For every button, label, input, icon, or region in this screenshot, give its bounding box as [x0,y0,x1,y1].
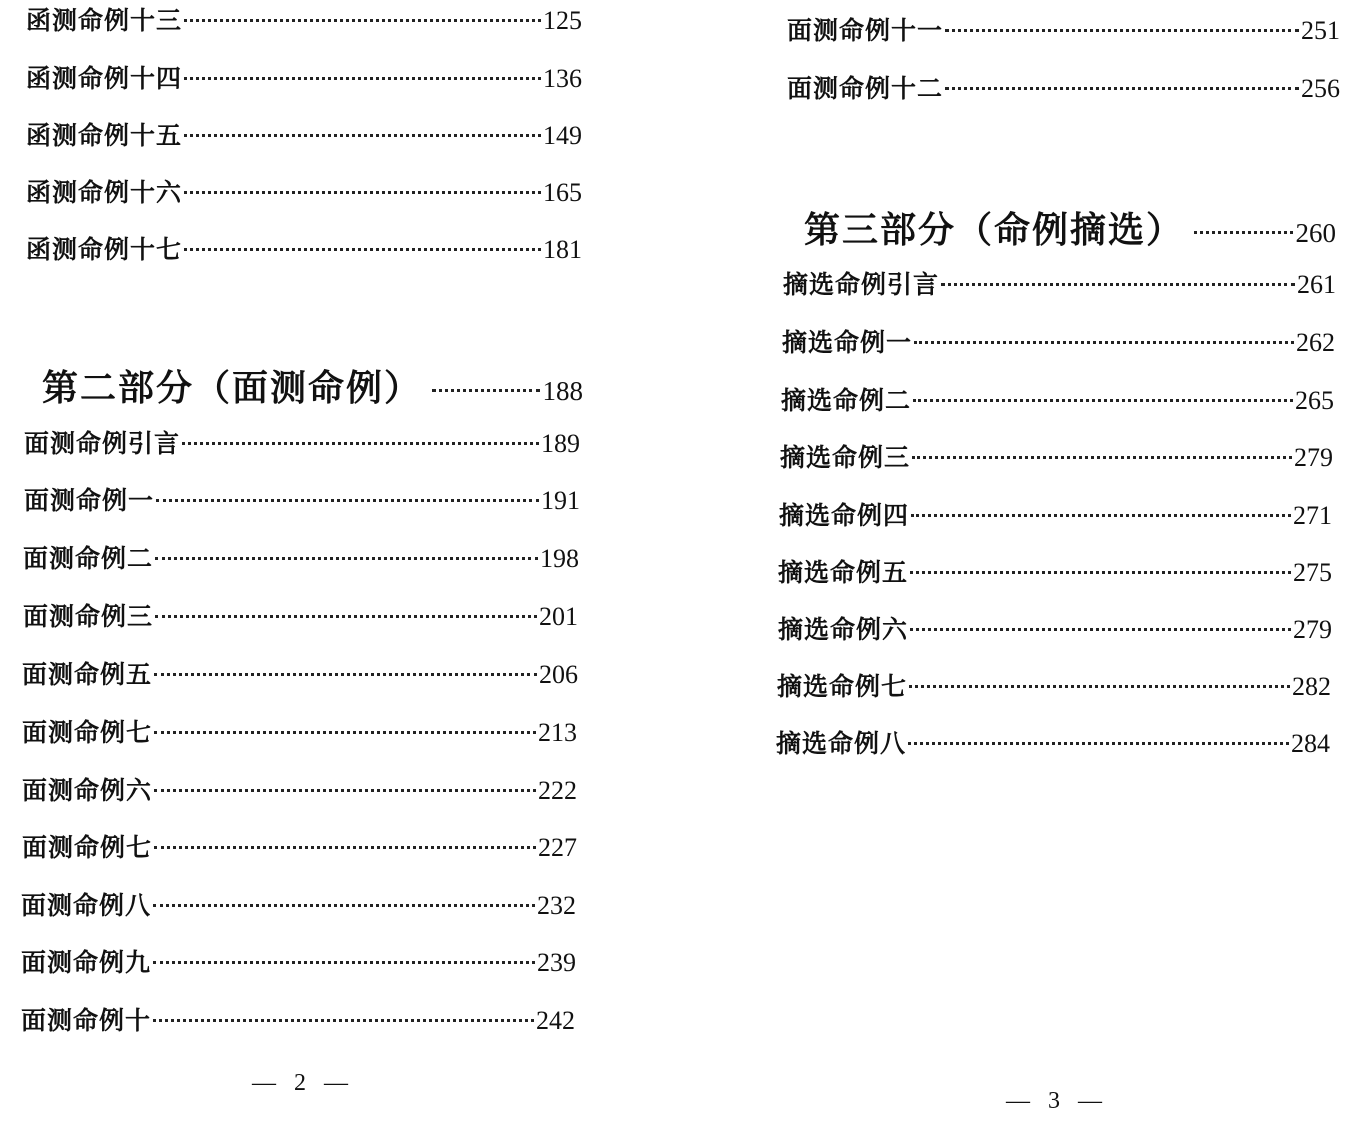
toc-entry-label: 摘选命例二 [781,386,912,415]
dot-leader [156,499,539,502]
toc-entry-page: 251 [1301,16,1340,45]
toc-entry-label: 面测命例六 [22,776,153,805]
toc-entry-page: 265 [1295,386,1334,415]
toc-entry[interactable] [21,1004,575,1038]
dot-leader [945,87,1299,90]
toc-entry-page: 262 [1296,328,1335,357]
toc-entry-label: 面测命例九 [21,948,152,977]
toc-entry-label: 摘选命例引言 [783,270,940,299]
toc-entry-page: 191 [541,486,580,515]
toc-entry-page: 165 [543,178,582,207]
toc-entry-page: 261 [1297,270,1336,299]
toc-entry[interactable] [22,716,577,750]
toc-entry-label: 摘选命例一 [782,328,913,357]
toc-entry-label: 面测命例一 [24,486,155,515]
dot-leader [908,742,1289,745]
toc-entry-page: 198 [540,544,579,573]
section-heading-page: 260 [1295,218,1336,248]
toc-entry-page: 206 [539,660,578,689]
dot-leader [154,846,536,849]
dot-leader [184,77,541,80]
toc-entry-label: 摘选命例六 [778,615,909,644]
toc-entry-label: 面测命例引言 [24,429,181,458]
toc-entry[interactable] [23,600,578,634]
toc-entry[interactable] [22,658,578,692]
dot-leader [154,673,537,676]
toc-entry-page: 284 [1291,729,1330,758]
toc-entry[interactable] [787,14,1340,48]
toc-entry-label: 函测命例十三 [26,6,183,35]
toc-entry-page: 149 [543,121,582,150]
dot-leader [914,341,1294,344]
toc-entry[interactable] [26,176,582,210]
toc-entry-page: 181 [543,235,582,264]
toc-entry-label: 面测命例十二 [787,74,944,103]
toc-entry[interactable] [26,4,582,38]
dot-leader [153,904,535,907]
toc-entry-label: 函测命例十五 [26,121,183,150]
dot-leader [941,283,1295,286]
toc-entry[interactable] [26,233,582,267]
dot-leader [153,961,535,964]
right-page [673,0,1346,1122]
toc-entry-label: 面测命例十一 [787,16,944,45]
dot-leader [912,456,1292,459]
toc-entry[interactable] [24,427,580,461]
dot-leader [154,731,536,734]
toc-entry-label: 面测命例三 [23,602,154,631]
section-heading-label: 第三部分（命例摘选） [804,210,1185,251]
toc-entry[interactable] [776,727,1330,761]
toc-entry[interactable] [24,484,580,518]
toc-entry-page: 222 [538,776,577,805]
toc-entry[interactable] [21,889,576,923]
dot-leader [184,134,541,137]
toc-entry-page: 256 [1301,74,1340,103]
toc-entry-page: 279 [1293,615,1332,644]
dot-leader [1194,231,1292,234]
toc-entry-label: 函测命例十七 [26,235,183,264]
dot-leader [155,557,538,560]
dot-leader [184,248,541,251]
section-heading[interactable] [42,360,583,411]
section-heading[interactable] [804,202,1336,253]
dot-leader [913,399,1293,402]
toc-entry-page: 201 [539,602,578,631]
toc-entry-label: 函测命例十四 [26,64,183,93]
toc-entry-page: 213 [538,718,577,747]
toc-entry-page: 271 [1293,501,1332,530]
toc-entry-page: 242 [536,1006,575,1035]
toc-entry[interactable] [779,499,1332,533]
dot-leader [182,442,539,445]
toc-entry-label: 面测命例七 [22,833,153,862]
toc-entry-label: 面测命例七 [22,718,153,747]
toc-entry[interactable] [21,946,576,980]
toc-entry-page: 232 [537,891,576,920]
toc-entry[interactable] [26,119,582,153]
dot-leader [184,19,541,22]
toc-entry-label: 面测命例八 [21,891,152,920]
dot-leader [945,29,1299,32]
toc-entry-label: 函测命例十六 [26,178,183,207]
toc-entry[interactable] [781,384,1334,418]
toc-entry-label: 摘选命例三 [780,443,911,472]
toc-entry[interactable] [778,556,1332,590]
dot-leader [910,571,1291,574]
toc-entry-page: 189 [541,429,580,458]
toc-entry-page: 239 [537,948,576,977]
toc-entry-page: 275 [1293,558,1332,587]
toc-entry-label: 面测命例五 [22,660,153,689]
toc-entry-page: 279 [1294,443,1333,472]
toc-entry[interactable] [783,268,1336,302]
toc-entry[interactable] [787,72,1340,106]
toc-entry[interactable] [782,326,1335,360]
dot-leader [432,389,539,392]
toc-entry-page: 227 [538,833,577,862]
section-heading-label: 第二部分（面测命例） [42,368,423,409]
page-number: — 2 — [252,1070,354,1096]
toc-entry-label: 面测命例十 [21,1006,152,1035]
toc-entry-page: 282 [1292,672,1331,701]
page-number: — 3 — [1006,1088,1108,1114]
dot-leader [909,685,1290,688]
toc-entry[interactable] [26,62,582,96]
toc-entry[interactable] [23,542,579,576]
toc-entry-page: 125 [543,6,582,35]
dot-leader [911,514,1291,517]
toc-entry-label: 面测命例二 [23,544,154,573]
dot-leader [184,191,541,194]
dot-leader [153,1019,534,1022]
toc-entry-label: 摘选命例七 [777,672,908,701]
toc-entry-page: 136 [543,64,582,93]
toc-entry-label: 摘选命例四 [779,501,910,530]
dot-leader [910,628,1291,631]
toc-entry-label: 摘选命例五 [778,558,909,587]
toc-entry[interactable] [780,441,1333,475]
toc-entry-label: 摘选命例八 [776,729,907,758]
toc-entry[interactable] [777,670,1331,704]
toc-entry[interactable] [22,831,577,865]
toc-entry[interactable] [778,613,1332,647]
dot-leader [155,615,537,618]
toc-entry[interactable] [22,774,577,808]
dot-leader [154,789,536,792]
section-heading-page: 188 [542,376,583,406]
